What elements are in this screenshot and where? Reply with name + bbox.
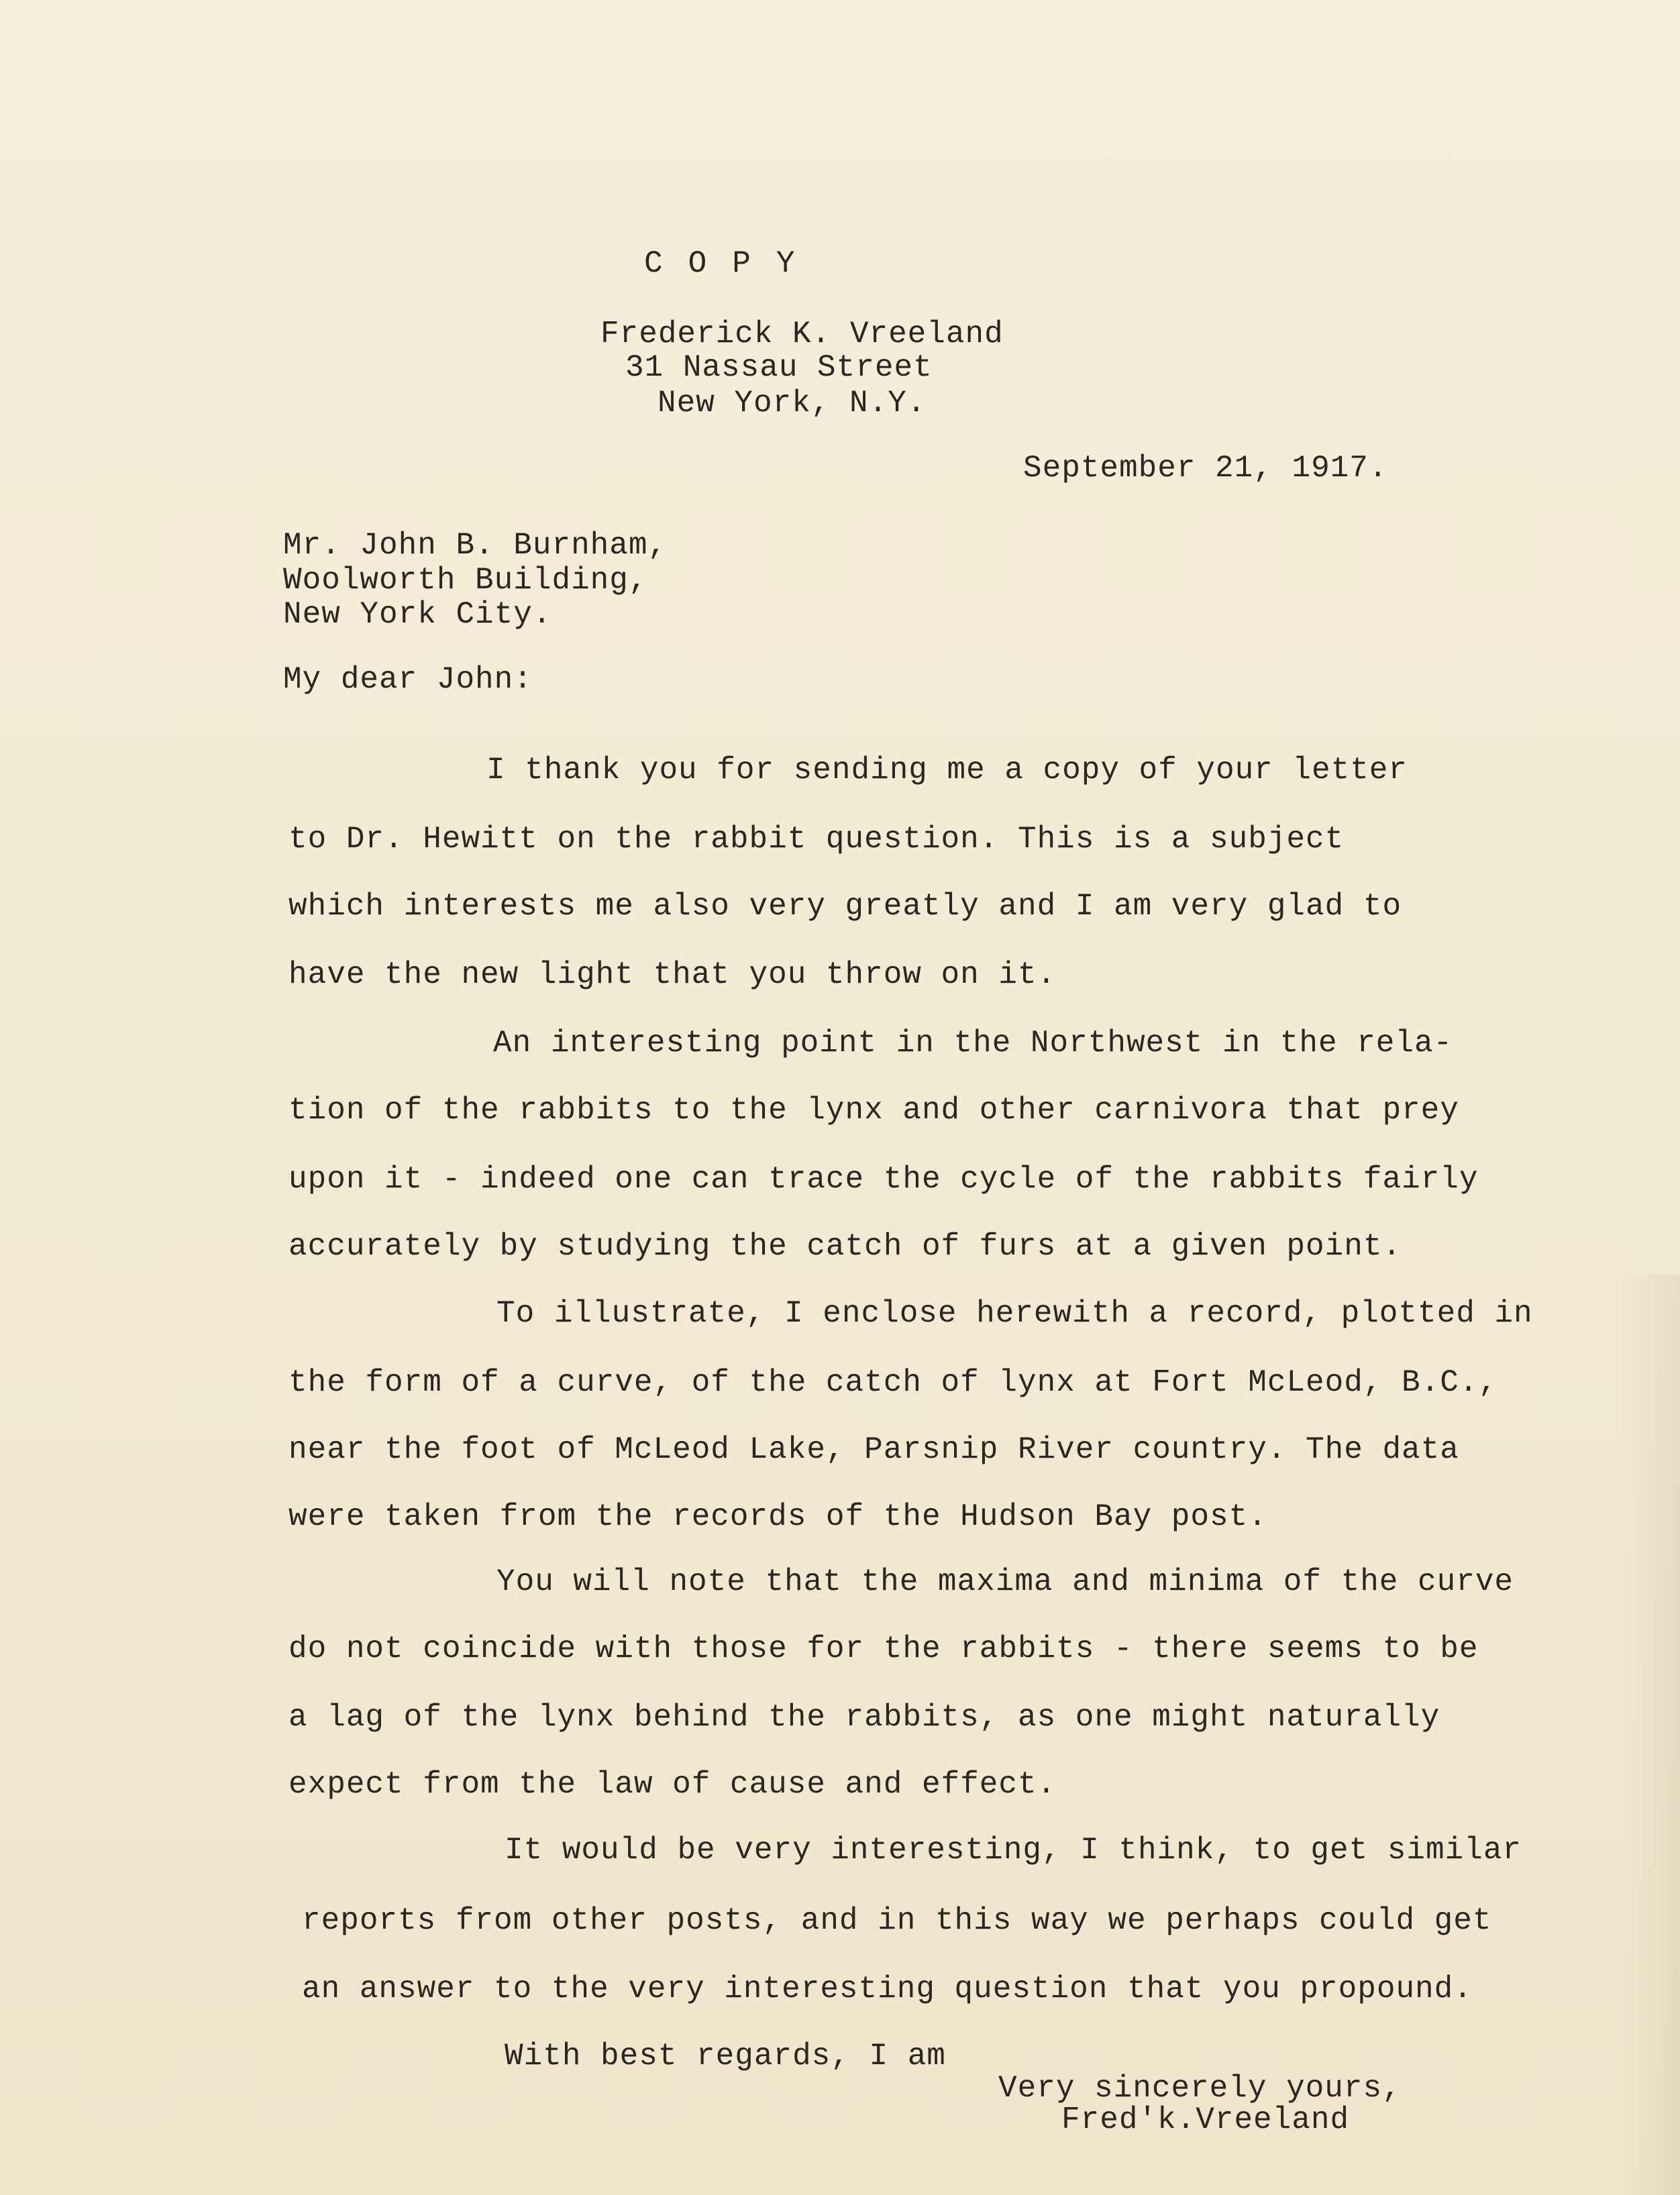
paragraph-3-line-1: To illustrate, I enclose herewith a record, plotted in xyxy=(496,1296,1533,1331)
recipient-building: Woolworth Building, xyxy=(283,563,648,598)
complimentary-close: Very sincerely yours, xyxy=(998,2071,1402,2106)
letterhead-name: Frederick K. Vreeland xyxy=(600,317,1004,352)
paragraph-4-line-2: do not coincide with those for the rabbits - there seems to be xyxy=(288,1631,1479,1666)
paper-edge-shadow xyxy=(1620,1275,1680,2195)
paragraph-4-line-1: You will note that the maxima and minima of the curve xyxy=(496,1564,1514,1599)
paragraph-2-line-2: tion of the rabbits to the lynx and other carnivora that prey xyxy=(288,1093,1459,1128)
paragraph-3-line-4: were taken from the records of the Hudson Bay post. xyxy=(288,1499,1267,1534)
letter-date: September 21, 1917. xyxy=(1023,451,1388,486)
closing-line: With best regards, I am xyxy=(505,2039,946,2074)
paragraph-2-line-1: An interesting point in the Northwest in the rela- xyxy=(493,1026,1453,1061)
paragraph-5-line-2: reports from other posts, and in this way we perhaps could get xyxy=(302,1903,1492,1938)
paragraph-3-line-3: near the foot of McLeod Lake, Parsnip River country. The data xyxy=(288,1432,1459,1467)
signature: Fred'k.Vreeland xyxy=(1061,2102,1350,2137)
copy-mark: COPY xyxy=(644,246,821,281)
paragraph-4-line-3: a lag of the lynx behind the rabbits, as one might naturally xyxy=(288,1700,1440,1735)
letterhead-street: 31 Nassau Street xyxy=(625,350,933,385)
paragraph-2-line-4: accurately by studying the catch of furs at a given point. xyxy=(288,1229,1402,1264)
paragraph-2-line-3: upon it - indeed one can trace the cycle of the rabbits fairly xyxy=(288,1162,1479,1197)
paragraph-1-line-2: to Dr. Hewitt on the rabbit question. This is a subject xyxy=(288,822,1345,857)
salutation: My dear John: xyxy=(283,662,533,697)
paragraph-3-line-2: the form of a curve, of the catch of lynx at Fort McLeod, B.C., xyxy=(288,1365,1498,1400)
paragraph-1-line-1: I thank you for sending me a copy of your letter xyxy=(486,753,1408,788)
recipient-name: Mr. John B. Burnham, xyxy=(283,528,668,563)
recipient-city: New York City. xyxy=(283,597,552,632)
paragraph-4-line-4: expect from the law of cause and effect. xyxy=(288,1767,1057,1802)
paragraph-5-line-3: an answer to the very interesting question that you propound. xyxy=(302,1972,1473,2006)
paragraph-1-line-4: have the new light that you throw on it. xyxy=(288,957,1057,992)
paragraph-1-line-3: which interests me also very greatly and I am very glad to xyxy=(288,889,1402,924)
letterhead-city: New York, N.Y. xyxy=(658,386,927,421)
paragraph-5-line-1: It would be very interesting, I think, to get similar xyxy=(505,1833,1522,1868)
